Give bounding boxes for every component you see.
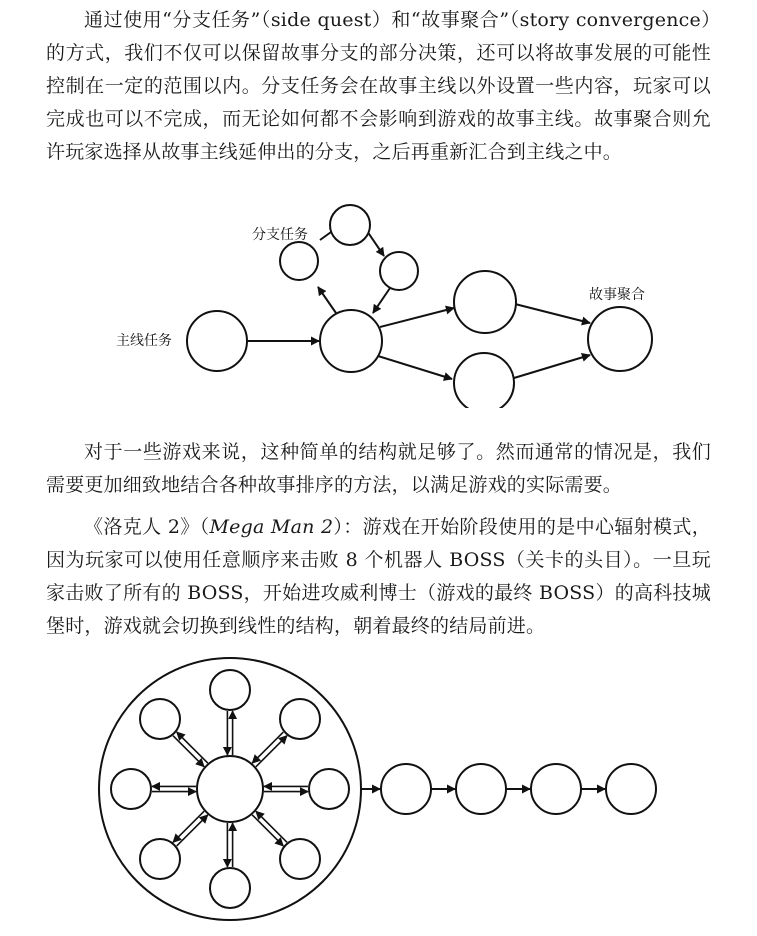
paragraph-side-quest: 通过使用“分支任务”（side quest）和“故事聚合”（story convergence）的方式，我们不仅可以保留故事分支的部分决策，还可以将故事发展的可能性控制在一定的范围以内。分支任务会在故事主线以外设置一些内容，玩家可以完成也可以不完成，而无论如何都不会影响到游戏的故事主线。故事聚合则允许玩家选择从故事主线延伸出的分支，之后再重新汇合到主线之中。 (46, 9, 711, 163)
spoke-arrow-in-8 (173, 736, 204, 767)
spoke-arrow-in-2 (252, 732, 283, 763)
spoke-arrow-out-4 (252, 815, 283, 846)
main-quest-node (187, 311, 247, 371)
edge-lower-to-convergence (514, 355, 590, 378)
edge-side-right-to-hub (373, 288, 390, 313)
p3-game-title: Mega Man 2 (209, 516, 334, 538)
spoke-node-1 (210, 670, 250, 710)
label-side-quest: 分支任务 (252, 227, 308, 243)
convergence-node (588, 307, 652, 371)
paragraph-structure: 对于一些游戏来说，这种简单的结构就足够了。然而通常的情况是，我们需要更加细致地结合各种故事排序的方法，以满足游戏的实际需要。 (46, 441, 711, 496)
spoke-node-4 (280, 839, 320, 879)
side-quest-node-left (280, 242, 318, 280)
edge-hub-to-side-left (318, 287, 336, 313)
edge-upper-to-convergence (515, 304, 590, 323)
side-quest-node-right (380, 252, 418, 290)
branch-node-upper (454, 271, 516, 333)
side-quest-convergence-diagram (0, 198, 757, 408)
spoke-arrow-in-6 (177, 815, 208, 846)
paragraph-mega-man (46, 511, 711, 643)
hub-node (320, 310, 382, 372)
linear-chain (361, 764, 656, 814)
linear-node-3 (531, 764, 581, 814)
linear-node-1 (381, 764, 431, 814)
label-main-quest: 主线任务 (116, 333, 172, 349)
edge-hub-to-upper (380, 308, 454, 327)
spoke-arrow-out-2 (256, 736, 287, 767)
spoke-node-7 (111, 769, 151, 809)
label-convergence: 故事聚合 (589, 287, 645, 303)
branch-node-lower (454, 353, 514, 408)
spoke-node-3 (309, 769, 349, 809)
spoke-node-8 (140, 699, 180, 739)
spoke-node-5 (210, 868, 250, 908)
linear-node-2 (456, 764, 506, 814)
spoke-arrow-out-8 (177, 732, 208, 763)
hub-and-spoke-linear-diagram (0, 655, 757, 936)
spoke-node-6 (140, 839, 180, 879)
side-quest-node-top (330, 205, 370, 245)
linear-node-4 (606, 764, 656, 814)
p3-prefix: 《洛克人 2》（ (84, 516, 210, 538)
spoke-node-2 (280, 699, 320, 739)
p3-suffix: ）：游戏在开始阶段使用的是中心辐射模式，因为玩家可以使用任意顺序来击败 8 个机器人 BOSS（关卡的头目）。一旦玩家击败了所有的 BOSS，开始进攻威利博士（游戏的最终 BOSS）的高科技城堡时，游戏就会切换到线性的结构，朝着最终的结局前进。 (46, 516, 711, 637)
spoke-arrow-in-4 (256, 811, 287, 842)
hub-center-node (197, 756, 263, 822)
spoke-arrow-out-6 (173, 811, 204, 842)
edge-hub-to-lower (378, 356, 452, 379)
